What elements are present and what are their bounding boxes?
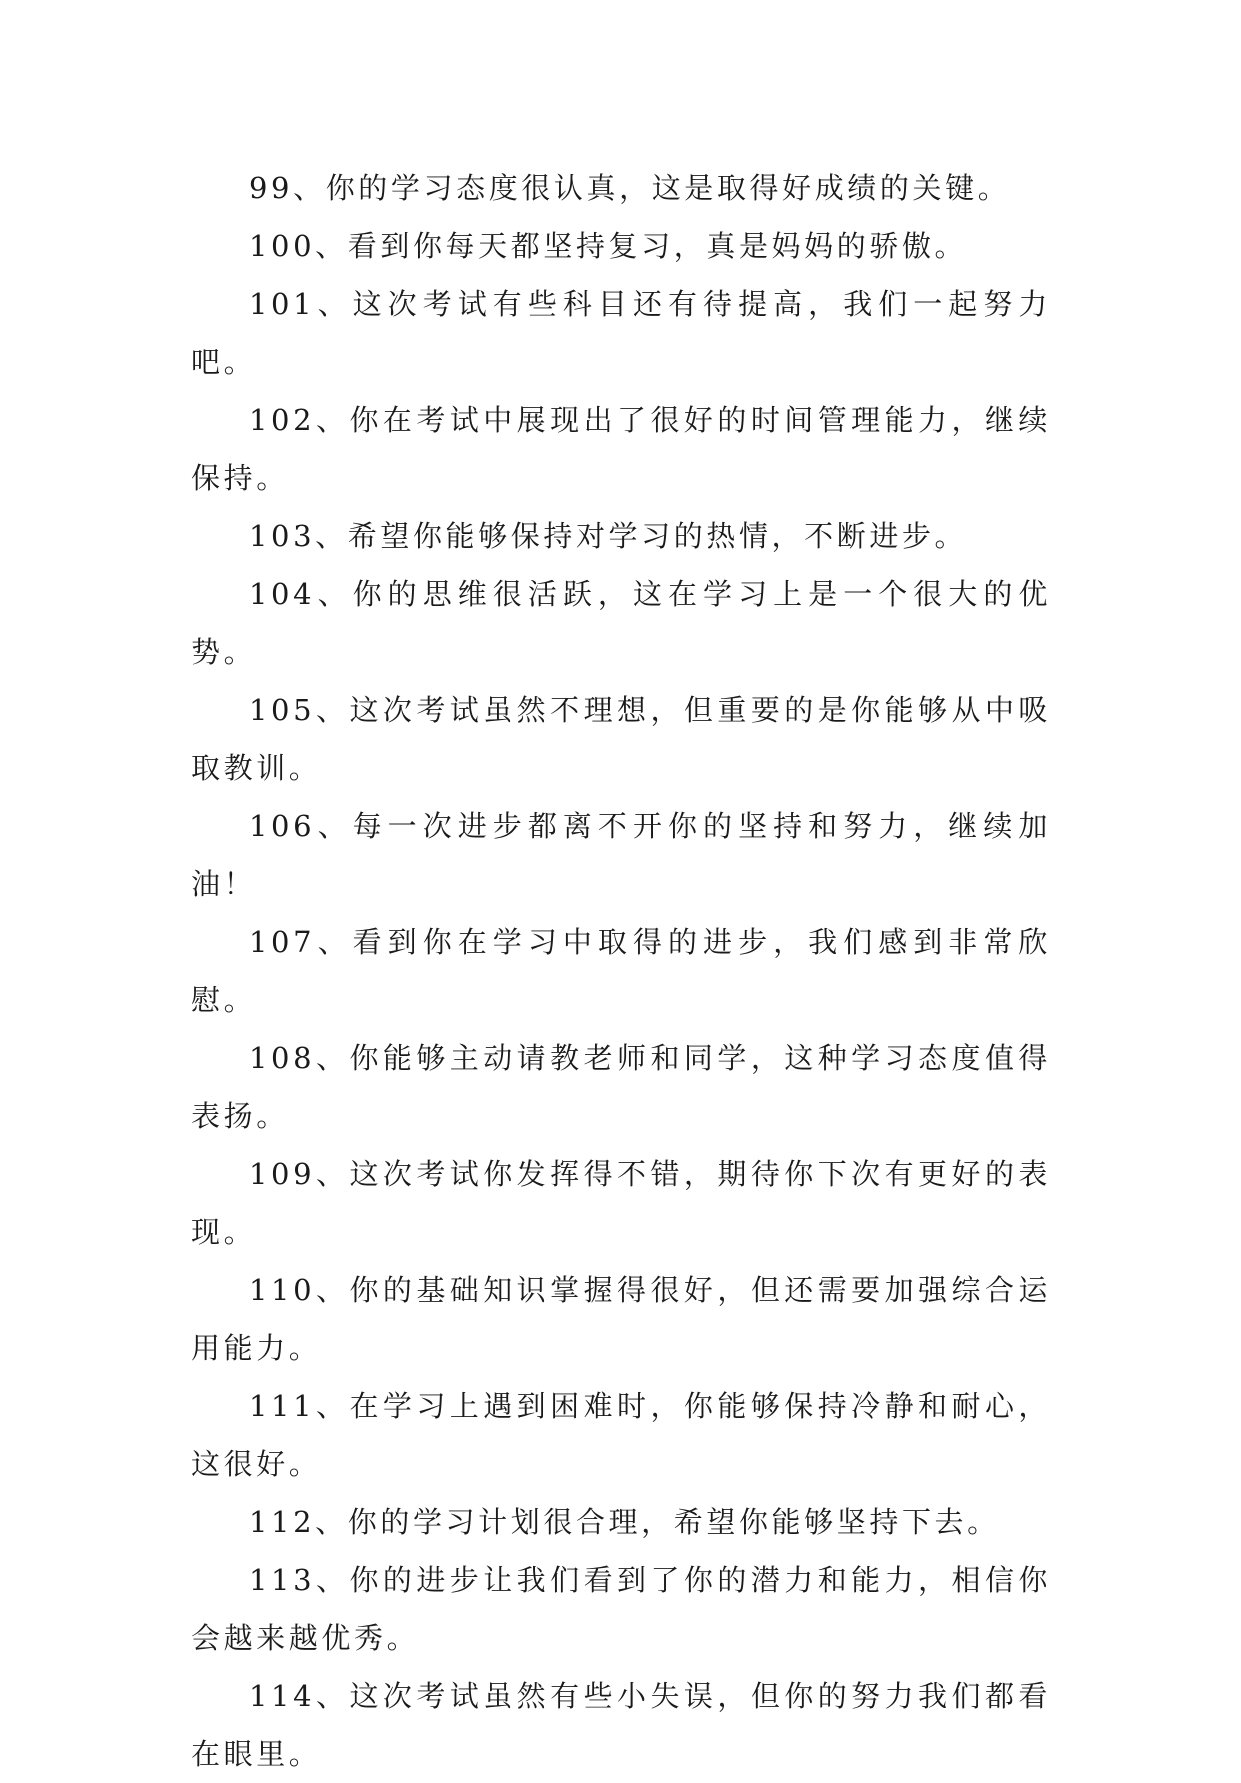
- paragraph-100: 100、看到你每天都坚持复习，真是妈妈的骄傲。: [249, 229, 968, 263]
- paragraph-105: 105、这次考试虽然不理想，但重要的是你能够从中吸取教训。: [191, 693, 1051, 785]
- paragraph-110: 110、你的基础知识掌握得很好，但还需要加强综合运用能力。: [191, 1273, 1051, 1365]
- paragraph-102: 102、你在考试中展现出了很好的时间管理能力，继续保持。: [191, 403, 1051, 495]
- paragraph-111: 111、在学习上遇到困难时，你能够保持冷静和耐心，这很好。: [191, 1389, 1051, 1481]
- paragraph-112: 112、你的学习计划很合理，希望你能够坚持下去。: [249, 1505, 1000, 1539]
- paragraph-106: 106、每一次进步都离不开你的坚持和努力，继续加油！: [191, 809, 1051, 901]
- paragraph-107: 107、看到你在学习中取得的进步，我们感到非常欣慰。: [191, 925, 1051, 1017]
- paragraph-114: 114、这次考试虽然有些小失误，但你的努力我们都看在眼里。: [191, 1679, 1051, 1771]
- paragraph-109: 109、这次考试你发挥得不错，期待你下次有更好的表现。: [191, 1157, 1051, 1249]
- paragraph-113: 113、你的进步让我们看到了你的潜力和能力，相信你会越来越优秀。: [191, 1563, 1051, 1655]
- paragraph-104: 104、你的思维很活跃，这在学习上是一个很大的优势。: [191, 577, 1051, 669]
- paragraph-101: 101、这次考试有些科目还有待提高，我们一起努力吧。: [191, 287, 1051, 379]
- document-body: [191, 159, 1051, 1783]
- paragraph-103: 103、希望你能够保持对学习的热情，不断进步。: [249, 519, 968, 553]
- paragraph-108: 108、你能够主动请教老师和同学，这种学习态度值得表扬。: [191, 1041, 1051, 1133]
- paragraph-99: 99、你的学习态度很认真，这是取得好成绩的关键。: [249, 171, 1011, 205]
